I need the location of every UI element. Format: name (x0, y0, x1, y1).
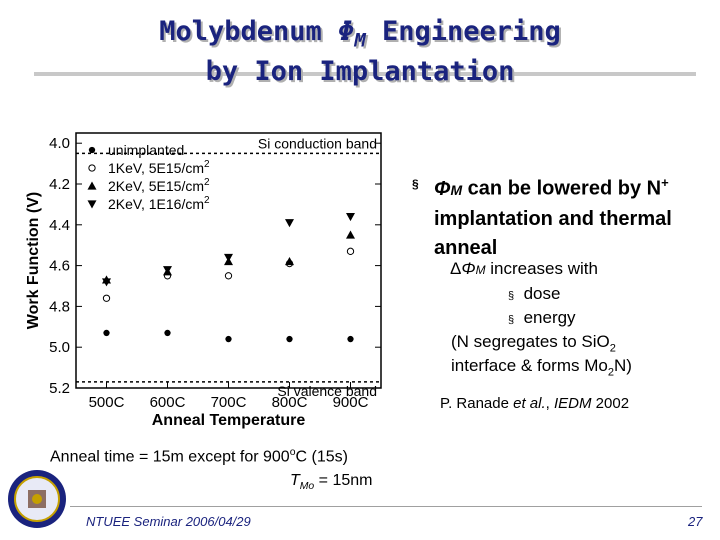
work-function-chart (20, 125, 400, 430)
y-tick-label: 4.6 (49, 257, 70, 275)
legend-label: 1KeV, $5E15/cm^2$ (108, 159, 210, 176)
y-tick-label: 4.2 (49, 176, 70, 193)
x-tick-label: 600C (149, 394, 186, 411)
y-tick-label: 5.0 (49, 339, 70, 357)
legend-label: 2KeV, $5E15/cm^2$ (108, 177, 210, 194)
y-axis-label: Work Function (V) (25, 191, 42, 330)
data-point-down-triangle (285, 219, 294, 227)
y-tick-label: 4.8 (49, 298, 70, 316)
anneal-line-1: Anneal time = 15m except for 900$^o$C (15s) (50, 447, 348, 466)
data-point-filled-circle (103, 330, 109, 336)
legend-marker-down-triangle (88, 200, 97, 208)
data-point-down-triangle (346, 213, 355, 221)
legend-label: 2KeV, $1E16/cm^2$ (108, 195, 210, 212)
anneal-line-2: $T_{Mo} = 15nm$ (290, 472, 373, 493)
footer-text: NTUEE Seminar 2006/04/29 (86, 514, 251, 529)
reference-line-label: Si conduction band (257, 135, 377, 152)
data-point-open-circle (347, 248, 353, 254)
data-point-up-triangle (285, 257, 294, 265)
data-point-open-circle (103, 295, 109, 301)
y-tick-label: 4.4 (49, 216, 70, 234)
note-line-1: (N segregates to SiO$_2$ (451, 332, 616, 355)
x-tick-label: 900C (332, 394, 369, 411)
note-line-2: interface & forms $Mo_2N$) (451, 356, 632, 379)
data-point-open-circle (225, 273, 231, 279)
main-bullet-text: ΦM can be lowered by N+ implantation and thermal anneal (434, 175, 672, 259)
x-axis-label: Anneal Temperature (151, 412, 306, 429)
phi-symbol: Φ (338, 16, 355, 47)
slide-title-line1: Molybdenum $\Phi_M$ Engineering (159, 16, 561, 52)
slide-title-line2: by Ion Implantation (205, 56, 515, 87)
reference-line-label: Si valence band (277, 382, 377, 399)
data-point-up-triangle (346, 231, 355, 239)
delta-line: ΔΦM increases with (450, 259, 598, 278)
bullet-square-icon: § (508, 290, 515, 302)
x-tick-label: 700C (210, 394, 247, 411)
bullet-square-icon: § (508, 314, 515, 326)
footer-rule (70, 506, 702, 507)
legend-label: unimplanted (108, 142, 185, 158)
data-point-filled-circle (164, 330, 170, 336)
citation: P. Ranade et al., IEDM 2002 (440, 395, 630, 412)
bullet-square-icon: § (412, 177, 419, 191)
x-tick-label: 800C (271, 394, 308, 411)
sub-bullet-dose: § dose (508, 284, 561, 303)
y-tick-label: 5.2 (49, 380, 70, 397)
legend-marker-up-triangle (88, 182, 97, 190)
y-tick-label: 4.0 (49, 135, 70, 153)
data-point-down-triangle (224, 254, 233, 262)
page-number: 27 (688, 514, 703, 529)
legend-marker-filled-circle (89, 147, 95, 153)
sub-bullet-energy: § energy (508, 308, 576, 327)
legend-marker-open-circle (89, 165, 95, 171)
data-point-filled-circle (225, 336, 231, 342)
data-point-filled-circle (286, 336, 292, 342)
x-tick-label: 500C (88, 394, 125, 411)
data-point-filled-circle (347, 336, 353, 342)
anneal-note (50, 441, 372, 500)
university-seal-logo (6, 468, 68, 530)
